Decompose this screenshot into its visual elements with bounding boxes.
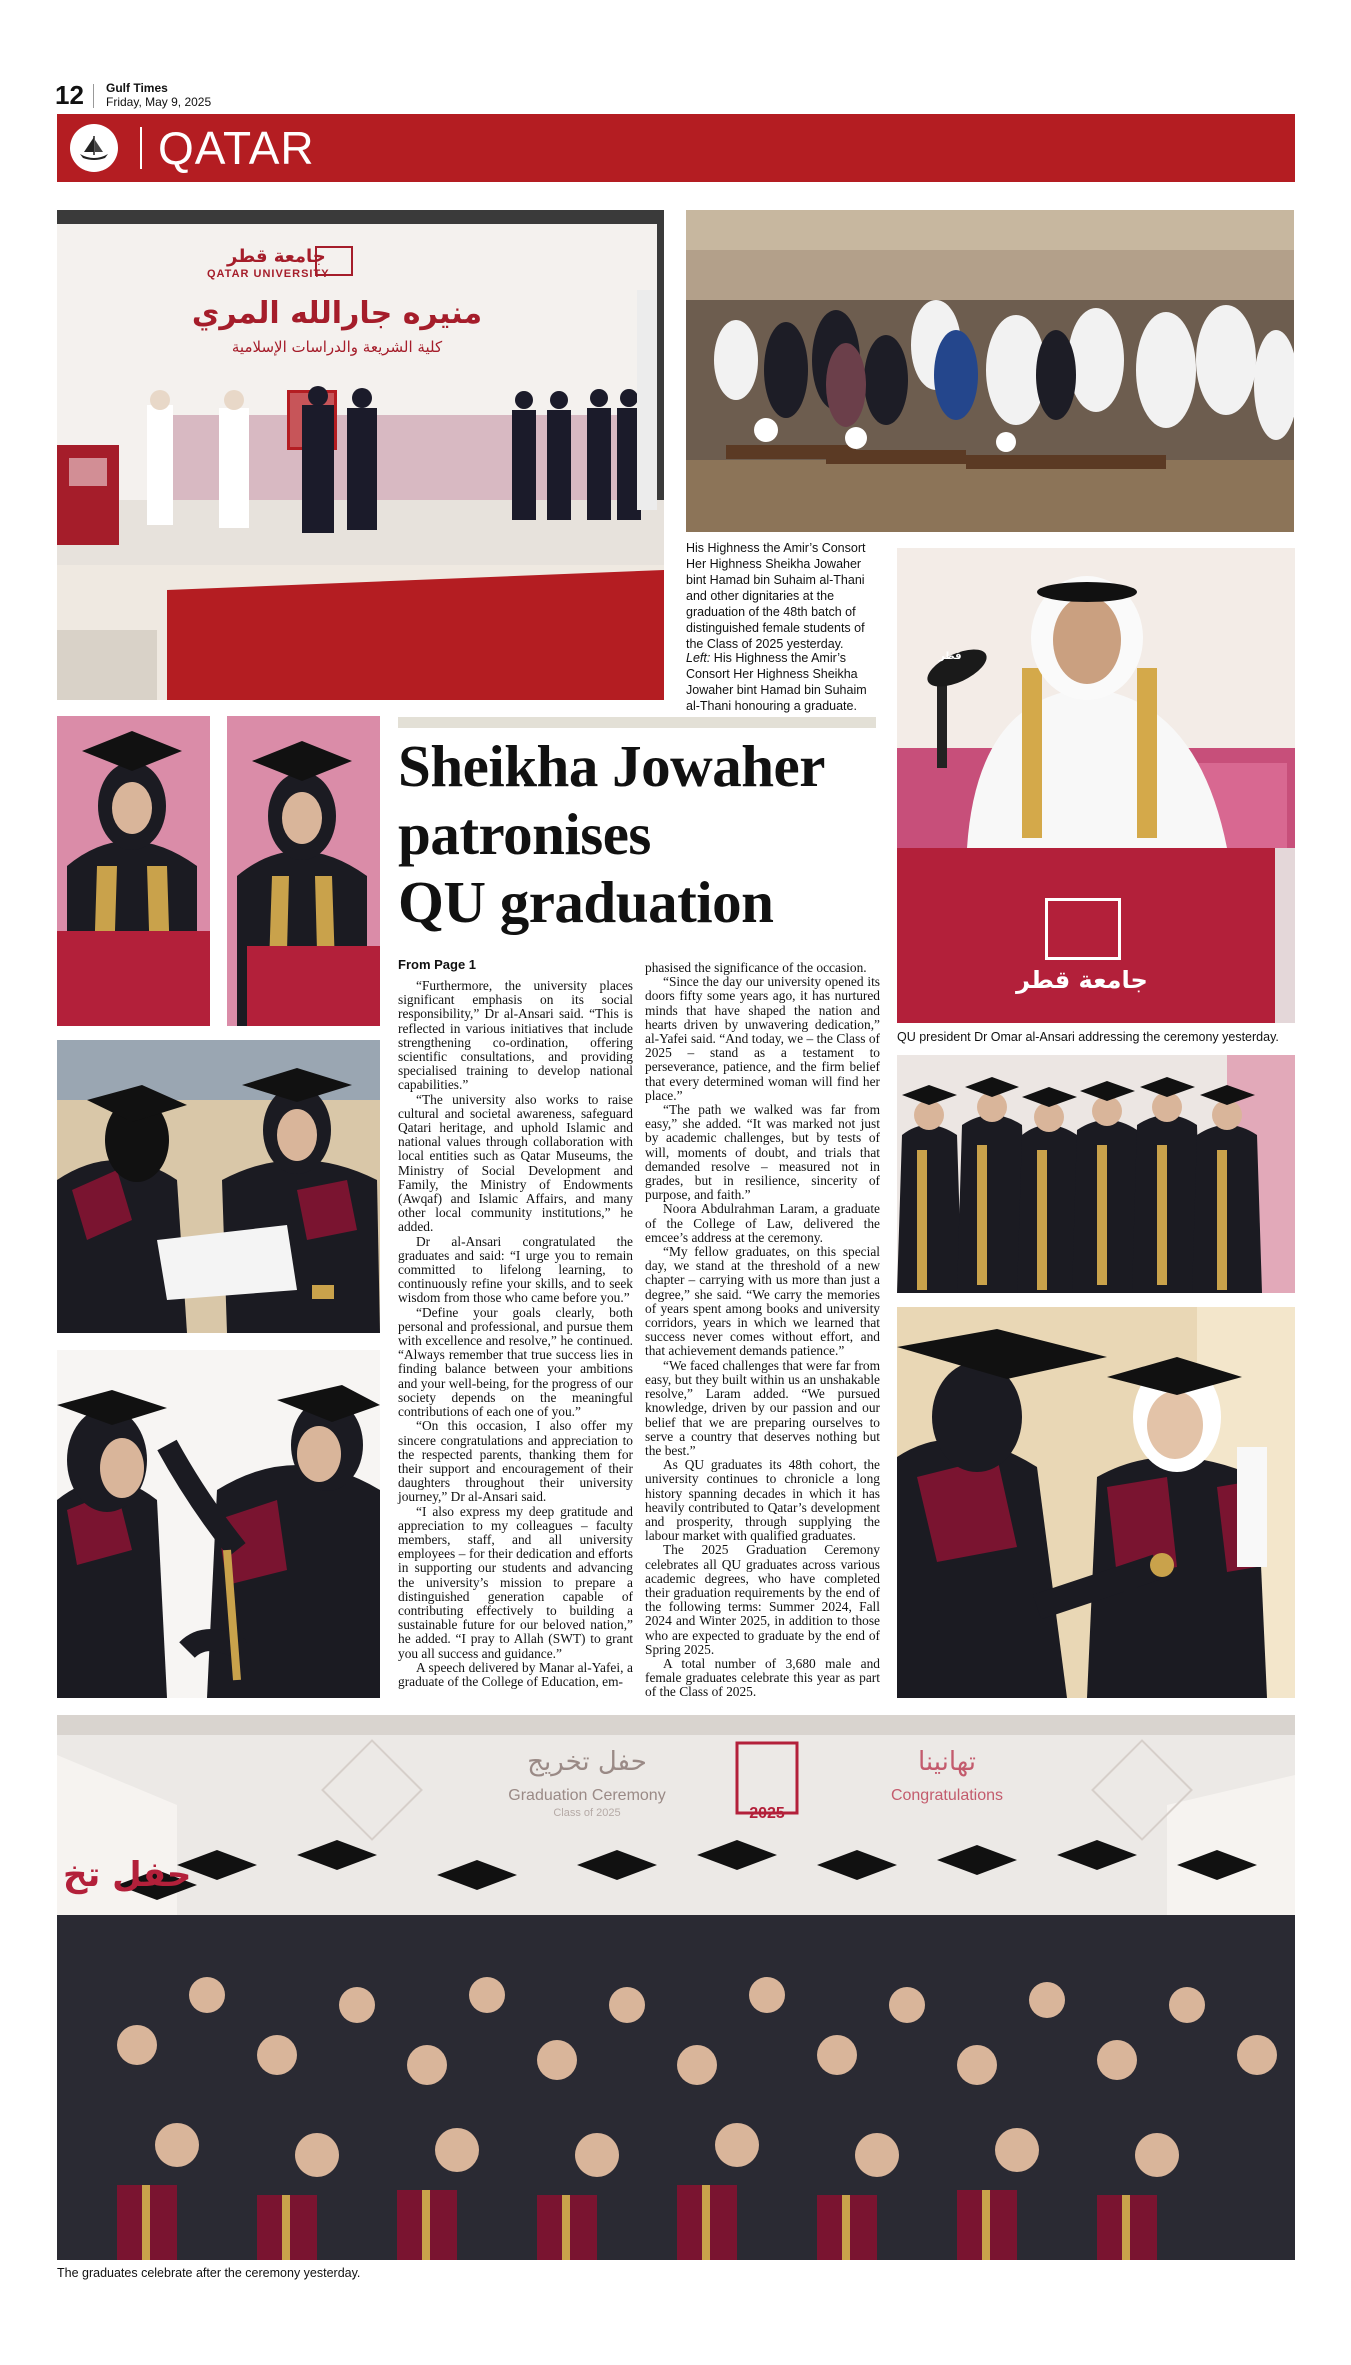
podium-logo-arabic: جامعة قطر	[1016, 966, 1148, 994]
headline-line-2: patronises	[398, 801, 651, 867]
caption-honouring	[686, 650, 872, 714]
graduate-scene-2	[227, 716, 380, 1026]
certificate-scene	[57, 1040, 380, 1333]
from-page-label: From Page 1	[398, 957, 477, 972]
group-scene	[897, 1055, 1295, 1293]
article-headline	[398, 732, 888, 936]
photo-graduates-group	[897, 1055, 1295, 1293]
article-column-2	[645, 961, 880, 1700]
stage-scene	[57, 210, 664, 700]
banner-divider	[140, 127, 142, 169]
banner-badge-year: 2025	[749, 1805, 785, 1822]
photo-president-speech	[897, 548, 1295, 1023]
section-banner	[57, 114, 1295, 182]
photo-badge-pinning	[897, 1307, 1295, 1698]
paragraph: A total number of 3,680 male and female graduates celebrate this year as part of the Class of 2025.	[645, 1655, 880, 1700]
dhow-icon	[70, 124, 118, 172]
masthead-divider	[93, 84, 94, 108]
paragraph: “On this occasion, I also offer my sincere congratulations and appreciation to the respected parents, thanking them for their support and encouragement of their daughters throughout their university journey,” Dr al-Ansari said.	[398, 1418, 633, 1505]
paragraph: phasised the significance of the occasion.	[645, 960, 867, 975]
photo-stage-honouring	[57, 210, 664, 700]
podium-qu-logo	[1045, 898, 1121, 960]
banner-ceremony-arabic: حفل تخريج	[527, 1747, 647, 1777]
publication-date: Friday, May 9, 2025	[106, 95, 212, 109]
paragraph: A speech delivered by Manar al-Yafei, a graduate of the College of Education, em-	[398, 1659, 633, 1689]
photo-cap-adjusting	[57, 1350, 380, 1698]
caption-left-label: Left:	[686, 651, 711, 665]
stage-college-name: كلية الشريعة والدراسات الإسلامية	[231, 338, 443, 356]
graduate-scene-1	[57, 716, 210, 1026]
banner-congrats-arabic: تهانينا	[918, 1747, 976, 1777]
paragraph: “Furthermore, the university places significant emphasis on its social responsibility,” Dr al-Ansari said. “This is reflected in various initiatives that include strengthening co-ordination, offering scientific consultations, and providing specialised training to develop national capabilities.”	[398, 978, 633, 1093]
photo-audience-dignitaries	[686, 210, 1294, 532]
paragraph: The 2025 Graduation Ceremony celebrates all QU graduates across various academic degrees, who have completed their graduation requirements by the end of the following terms: Summer 2024, Fall 2024 and Winter 2025, in addition to those who are expected to graduate by the end of Spring 2025.	[645, 1542, 880, 1657]
paragraph: Dr al-Ansari congratulated the graduates and said: “I urge you to remain committed to lifelong learning, to continuously refine your skills, and to seek wisdom from those who came before you.”	[398, 1233, 633, 1306]
gulf-times-logo	[70, 124, 118, 172]
badge-scene	[897, 1307, 1295, 1698]
publication-name: Gulf Times	[106, 81, 168, 95]
paragraph: “We faced challenges that were far from easy, but they built within us an unshakable resolve,” Laram added. “We pursued knowledge, driven by our passion and our belief that we are preparing ourselves to serve a country that deserves nothing but the best.”	[645, 1357, 880, 1458]
paragraph: “Since the day our university opened its doors fifty some years ago, it has nurtured minds that have shaped the nation and hearts driven by unwavering dedication,” al-Yafei said. “And today, we – the Class of 2025 – stand as a testament to perseverance, patience, and the firm belief that every determined woman will find her place.”	[645, 974, 880, 1103]
microphone-brand: قطر	[939, 651, 962, 662]
page-number: 12	[55, 80, 84, 110]
banner-side-arabic: حفل تخ	[63, 1855, 192, 1895]
stage-graduate-name: منيره جارالله المري	[191, 296, 483, 331]
paragraph: “Define your goals clearly, both personal and professional, and pursue them with excellence and resolve,” he continued. “Always remember that true success lies in finding balance between your ambitions and your well-being, for the progress of our society depends on the meaningful contributions of each one of you.”	[398, 1304, 633, 1420]
caption-left-text: His Highness the Amir’s Consort Her Highness Sheikha Jowaher bint Hamad bin Suhaim al-Thani honouring a graduate.	[686, 651, 867, 713]
article-column-1	[398, 979, 633, 1689]
section-title: QATAR	[158, 122, 315, 174]
headline-rule	[398, 717, 876, 728]
photo-graduate-podium-2	[227, 716, 380, 1026]
photo-certificate-presentation	[57, 1040, 380, 1333]
paragraph: “The path we walked was far from easy,” she added. “It was marked not just by academic challenges, but by tests of will, moments of doubt, and trials that demanded resolve – measured not in grades, but in resilience, sincerity of purpose, and faith.”	[645, 1102, 880, 1203]
caption-celebration: The graduates celebrate after the ceremony yesterday.	[57, 2266, 361, 2280]
paragraph: Noora Abdulrahman Laram, a graduate of the College of Law, delivered the emcee’s address at the ceremony.	[645, 1201, 880, 1245]
caption-dignitaries: His Highness the Amir’s Consort Her Highness Sheikha Jowaher bint Hamad bin Suhaim al-Thani and other dignitaries at the graduation of the 48th batch of distinguished female students of the Class of 2025 yesterday.	[686, 541, 866, 651]
photo-graduates-celebration	[57, 1715, 1295, 2260]
headline-line-3: QU graduation	[398, 869, 774, 935]
paragraph: As QU graduates its 48th cohort, the university continues to chronicle a long history spanning decades in which it has heavily contributed to Qatar’s development and prosperity, through supplying the labour market with qualified graduates.	[645, 1457, 880, 1544]
audience-scene	[686, 210, 1294, 532]
stage-logo-english: QATAR UNIVERSITY	[207, 268, 330, 280]
cap-scene	[57, 1350, 380, 1698]
paragraph: “The university also works to raise cultural and societal awareness, safeguard Qatari heritage, and uphold Islamic and national values through collaboration with local entities such as Qatar Museums, the Ministry of Social Development and Family, the Ministry of Endowments (Awqaf) and Islamic Affairs, and many other local community institutions,” he added.	[398, 1091, 633, 1235]
banner-ceremony-english: Graduation Ceremony	[508, 1787, 666, 1804]
banner-congrats-english: Congratulations	[890, 1787, 1004, 1804]
stage-logo-arabic: جامعة قطر	[227, 246, 326, 267]
photo-graduate-podium-1	[57, 716, 210, 1026]
paragraph: “I also express my deep gratitude and appreciation to my colleagues – faculty members, staff, and all university employees – for their dedication and efforts in supporting our students and advancing the university’s mission to prepare a distinguished generation capable of contributing effectively to building a sustainable future for our beloved nation,” he added. “I pray to Allah (SWT) to grant you all success and guidance.”	[398, 1503, 633, 1661]
paragraph: “My fellow graduates, on this special day, we stand at the threshold of a new chapter – carrying with us more than just a degree,” she said. “We carry the memories of years spent among books and university corridors, years in which we learned that success never comes without effort, and that achievement demands patience.”	[645, 1244, 880, 1359]
caption-president: QU president Dr Omar al-Ansari addressing the ceremony yesterday.	[897, 1030, 1279, 1044]
banner-class-year: Class of 2025	[553, 1807, 621, 1819]
headline-line-1: Sheikha Jowaher	[398, 733, 825, 799]
